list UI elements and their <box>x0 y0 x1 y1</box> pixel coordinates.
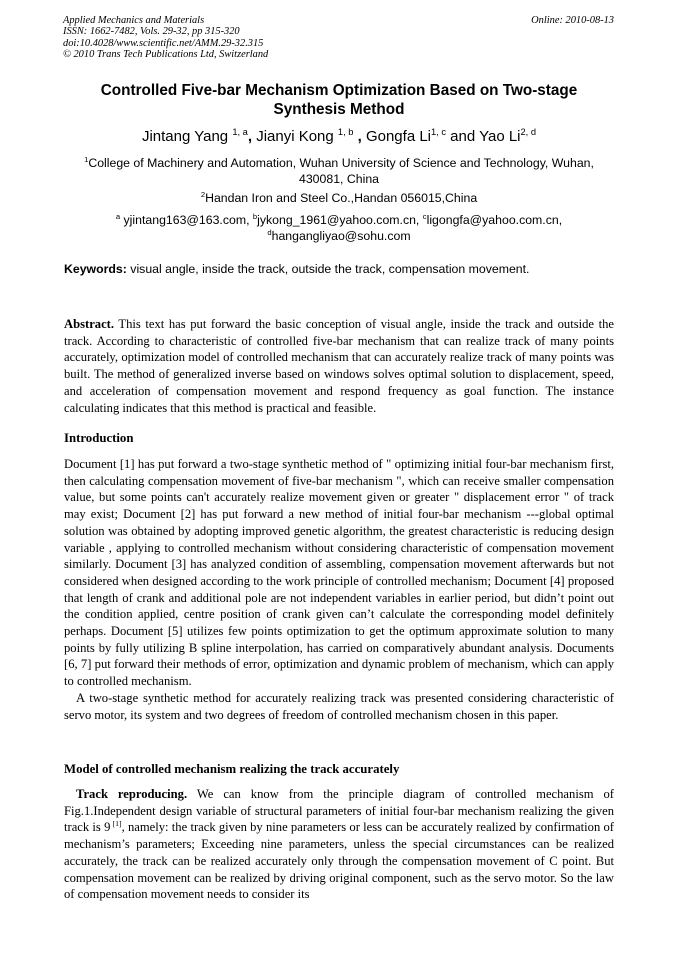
affiliation-text: Handan Iron and Steel Co.,Handan 056015,China <box>205 191 478 205</box>
email-mark: d <box>267 227 272 237</box>
paragraph: Document [1] has put forward a two-stage synthetic method of " optimizing initial four-bar mechanism first, then calculating compensation movement of five-bar mechanism ", which can receive smaller compensation value, but some points can't accurately realize movement given or greater " displacement error " of track may exist; Document [2] has put forward a new method of initial four-bar mechanism ---global optimal solution was obtained by adopting improved genetic algorithm, the greatest characteristic is reducing design variable , applying to controlled mechanism without considering characteristic of compensation movement similarly. Document [3] has analyzed condition of assembling, compensation movement afterwards but not considered when designed according to the work principle of controlled mechanism; Document [4] proposed that length of crank and additional pole are not independent variables in earlier period, but didn’t point out the condition applied, centre position of crank given can’t calculate the corresponding model definitely perhaps. Document [5] utilizes few points optimization to get the optimum approximate solution to many points by fully utilizing B spline interpolation, has carried on comparatively abundant analysis. Documents [6, 7] put forward their methods of error, optimization and dynamic problem of mechanism, which can apply to controlled mechanism. <box>64 457 614 689</box>
abstract <box>64 316 614 416</box>
author-affiliation-mark: 1, c <box>431 127 446 137</box>
keywords-label: Keywords: <box>64 262 127 276</box>
author-affiliation-mark: 1, a <box>232 127 248 137</box>
title-line-1: Controlled Five-bar Mechanism Optimization Based on Two-stage <box>100 82 578 99</box>
email-mark: a <box>115 211 121 221</box>
author-emails <box>70 212 608 244</box>
copyright-line: © 2010 Trans Tech Publications Ltd, Switzerland <box>63 49 269 61</box>
author-affiliation-mark: 1, b <box>337 127 354 137</box>
abstract-label: Abstract. <box>64 317 115 331</box>
email-mark: c <box>422 211 427 221</box>
doi-line: doi:10.4028/www.scientific.net/AMM.29-32.315 <box>63 37 264 49</box>
title-line-2: Synthesis Method <box>273 101 405 118</box>
email-a: yjintang163@163.com, <box>123 213 250 227</box>
abstract-text: This text has put forward the basic conception of visual angle, inside the track and outside the track. According to characteristic of controlled five-bar mechanism that can realize track of many points accurately, optimization model of controlled mechanism that can accurately realize track of many points was built. The method of generalized inverse based on windows solves optimal solution to displacement, speed, and acceleration of compensation movement and respond frequency as goal function. The instance calculating indicates that this method is practical and feasible. <box>64 317 614 415</box>
email-mark: b <box>252 211 258 221</box>
issn-line: ISSN: 1662-7482, Vols. 29-32, pp 315-320 <box>63 26 240 38</box>
author-affiliation-mark: 2, d <box>520 127 537 137</box>
journal-name: Applied Mechanics and Materials <box>63 15 205 26</box>
author-separator: , <box>353 128 366 145</box>
affiliation-mark: 2 <box>200 189 206 199</box>
affiliation-1 <box>70 155 608 187</box>
author-name: Gongfa Li <box>365 128 431 145</box>
keywords-text: visual angle, inside the track, outside the track, compensation movement. <box>126 262 530 276</box>
section-heading-model: Model of controlled mechanism realizing the track accurately <box>64 762 400 776</box>
author-separator: , <box>247 128 257 145</box>
email-d: hangangliyao@sohu.com <box>271 229 411 243</box>
paper-title <box>40 81 638 119</box>
citation-ref: [1] <box>110 819 122 829</box>
section-heading-introduction: Introduction <box>64 431 134 445</box>
email-b: jykong_1961@yahoo.com.cn, <box>257 213 420 227</box>
affiliation-text: College of Machinery and Automation, Wuhan University of Science and Technology, Wuhan, 430081, China <box>88 156 594 186</box>
affiliation-mark: 1 <box>84 154 89 164</box>
model-section-body <box>64 786 614 903</box>
author-separator: and <box>446 128 480 145</box>
author-name: Yao Li <box>479 128 521 145</box>
journal-header <box>63 15 268 61</box>
paragraph-text: We can know from the principle diagram of controlled mechanism of Fig.1.Independent design variable of structural parameters of initial four-bar mechanism realizing the given track is 9 <box>64 787 614 835</box>
keywords <box>64 262 624 276</box>
author-name: Jintang Yang <box>141 128 229 145</box>
subsection-label: Track reproducing. <box>76 787 188 801</box>
author-list <box>0 128 678 145</box>
email-c: ligongfa@yahoo.com.cn, <box>426 213 563 227</box>
introduction-body <box>64 456 614 723</box>
paragraph: A two-stage synthetic method for accurately realizing track was presented considering characteristic of servo motor, its system and two degrees of freedom of controlled mechanism chosen in this paper. <box>64 690 614 722</box>
paragraph-text: , namely: the track given by nine parameters or less can be accurately realized by confirmation of mechanism’s parameters; Exceeding nine parameters, unless the special circumstances can be realized accurately, the track can be realized accurately only through the compensation movement of C point. But compensation movement can be realized by driving original component, such as the servo motor. So the law of compensation movement needs to consider its <box>64 820 614 902</box>
author-name: Jianyi Kong <box>256 128 334 145</box>
online-date: Online: 2010-08-13 <box>531 15 614 26</box>
paragraph <box>64 786 614 903</box>
affiliation-2 <box>0 191 678 205</box>
